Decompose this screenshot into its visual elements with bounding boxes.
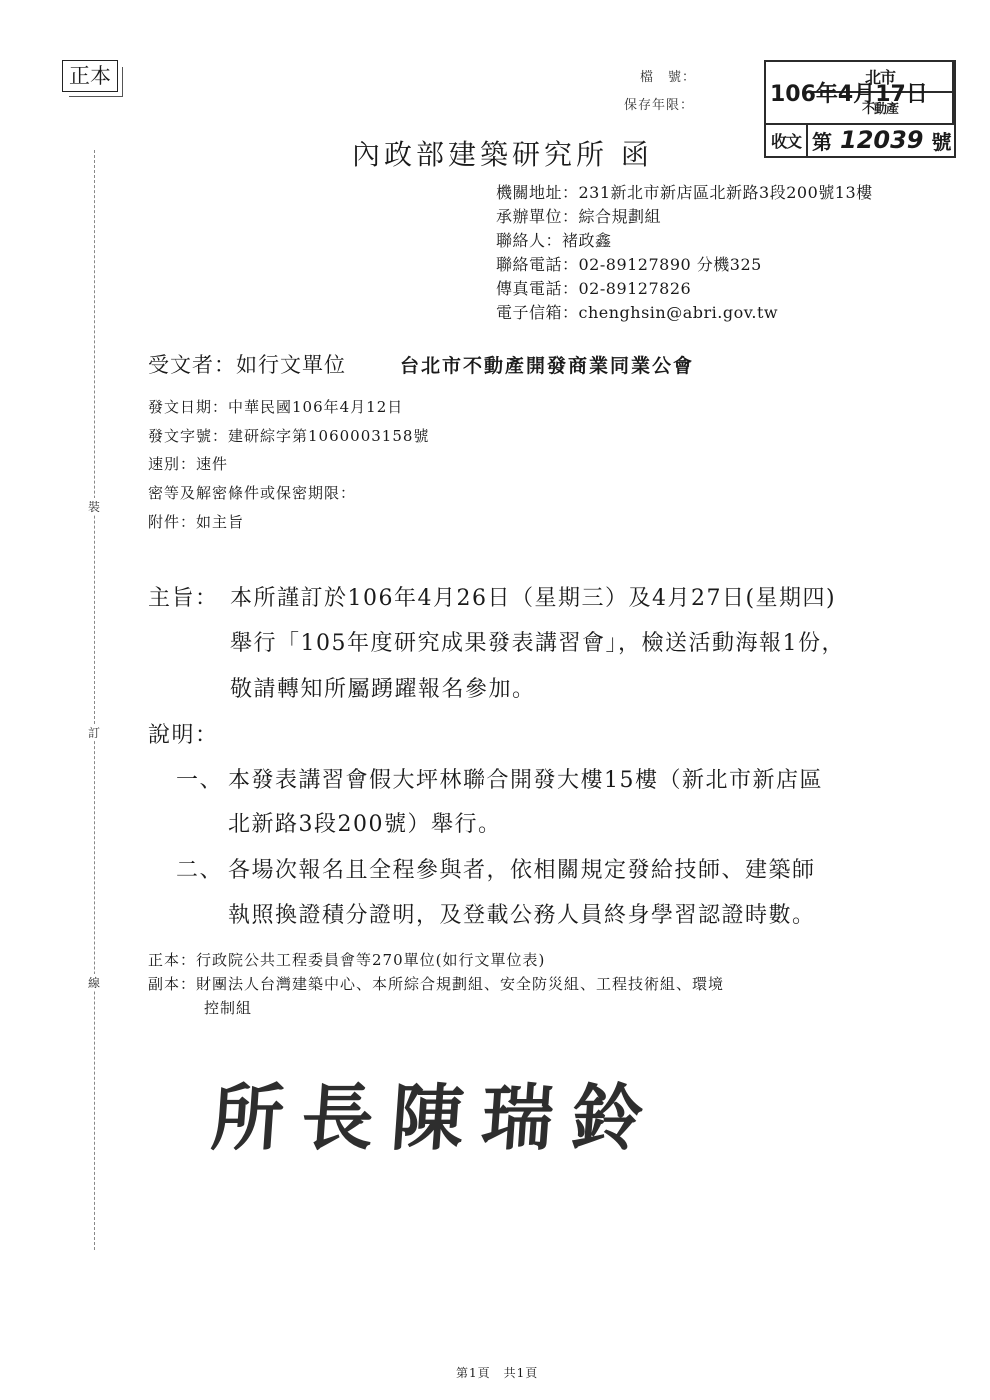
page-number: 第1頁 共1頁	[456, 1366, 539, 1380]
stamp-label-realestate: 不動產	[808, 93, 954, 124]
stamp-number	[808, 125, 954, 156]
binding-mark-bind: 裝	[84, 498, 104, 515]
stamp-date: 106年4月17日	[766, 62, 808, 125]
stamp-number-prefix: 第	[812, 129, 832, 154]
issue-date: 發文日期：中華民國106年4月12日	[148, 398, 404, 416]
binding-line	[94, 150, 95, 1250]
copy-recipients: 副本：財團法人台灣建築中心、本所綜合規劃組、安全防災組、工程技術組、環境	[148, 975, 725, 993]
original-copy-mark: 正本	[62, 60, 118, 92]
contact-person: 聯絡人：褚政鑫	[496, 231, 612, 250]
explanation-item-line: 本發表講習會假大坪林聯合開發大樓15樓（新北市新店區	[228, 768, 823, 793]
explanation-item-line: 執照換證積分證明，及登載公務人員終身學習認證時數。	[228, 903, 816, 928]
document-number: 發文字號：建研綜字第1060003158號	[148, 427, 430, 445]
attachment: 附件：如主旨	[148, 513, 245, 531]
handling-unit: 承辦單位：綜合規劃組	[496, 207, 662, 226]
subject-line: 舉行「105年度研究成果發表講習會」，檢送活動海報1份，	[230, 631, 845, 656]
fax-number: 傳真電話：02-89127826	[496, 279, 692, 298]
contact-phone: 聯絡電話：02-89127890 分機325	[496, 255, 762, 274]
subject-line: 本所謹訂於106年4月26日（星期三）及4月27日(星期四)	[230, 586, 837, 611]
urgency: 速別：速件	[148, 455, 229, 473]
document-title: 內政部建築研究所 函	[352, 138, 653, 171]
stamp-number-handwritten: 12039	[840, 126, 924, 155]
original-recipients: 正本：行政院公共工程委員會等270單位(如行文單位表)	[148, 951, 546, 969]
receipt-stamp	[764, 60, 956, 158]
stamp-number-suffix: 號	[931, 129, 952, 154]
explanation-label: 說明：	[148, 723, 219, 748]
stamp-label-city: 北市	[808, 62, 954, 93]
retention-period-label: 保存年限：	[624, 98, 695, 113]
recipient-name-stamp: 台北市不動產開發商業同業公會	[400, 355, 695, 377]
explanation-item-line: 各場次報名且全程參與者，依相關規定發給技師、建築師	[228, 858, 816, 883]
copy-recipients-continued: 控制組	[204, 999, 253, 1017]
binding-mark-line: 線	[84, 974, 104, 991]
explanation-item-number: 一、	[176, 768, 224, 793]
email-address: 電子信箱：chenghsin@abri.gov.tw	[496, 303, 779, 322]
sender-address: 機關地址：231新北市新店區北新路3段200號13樓	[496, 183, 873, 202]
binding-mark-staple: 訂	[84, 724, 104, 741]
stamp-label-received: 收文	[766, 125, 808, 156]
explanation-item-number: 二、	[176, 858, 224, 883]
subject-label: 主旨：	[148, 586, 219, 611]
director-signature-seal: 所長陳瑞鈴	[208, 1075, 665, 1160]
recipient-label: 受文者：如行文單位	[148, 353, 346, 377]
file-number-label: 檔 號：	[640, 70, 697, 85]
explanation-item-line: 北新路3段200號）舉行。	[228, 812, 502, 837]
classification: 密等及解密條件或保密期限：	[148, 484, 357, 502]
subject-line: 敬請轉知所屬踴躍報名參加。	[230, 677, 536, 702]
